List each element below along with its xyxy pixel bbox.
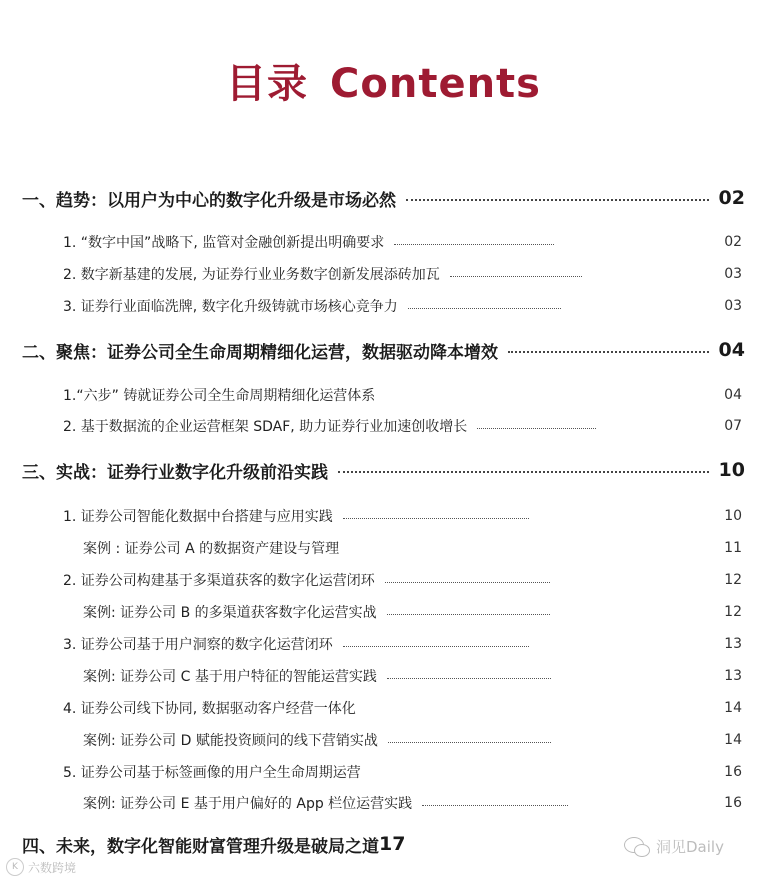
toc-item-label: 5. 证券公司基于标签画像的用户全生命周期运营	[63, 765, 361, 781]
toc-page-number: 04	[724, 387, 742, 403]
toc-page-number: 12	[724, 572, 743, 588]
toc-case-c[interactable]	[83, 664, 742, 688]
leader-dots	[387, 614, 551, 615]
toc-case-label: 案例: 证券公司 E 基于用户偏好的 App 栏位运营实践	[83, 796, 413, 812]
toc-section-2[interactable]	[22, 335, 745, 365]
toc-item-label: 1.“六步” 铸就证券公司全生命周期精细化运营体系	[63, 388, 376, 404]
leader-dots	[406, 199, 709, 201]
toc-section-3[interactable]	[22, 455, 745, 485]
toc-item-label: 3. 证券公司基于用户洞察的数字化运营闭环	[63, 637, 333, 653]
toc-item-1-1[interactable]	[63, 230, 742, 254]
toc-page-number: 10	[718, 459, 745, 481]
toc-page-number: 13	[724, 636, 743, 652]
leader-dots	[387, 678, 551, 679]
watermark-left	[6, 858, 76, 876]
toc-item-1-2[interactable]	[63, 262, 742, 286]
toc-item-3-5[interactable]	[63, 760, 742, 784]
leader-dots	[422, 805, 568, 806]
toc-case-a[interactable]	[83, 536, 742, 560]
k-logo-icon: K	[6, 858, 24, 876]
toc-page-number: 02	[724, 234, 743, 250]
toc-page-number: 16	[724, 764, 742, 780]
toc-case-d[interactable]	[83, 728, 742, 752]
toc-case-b[interactable]	[83, 600, 742, 624]
toc-item-2-1[interactable]	[63, 383, 742, 407]
toc-page-number: 17	[379, 833, 406, 855]
toc-item-3-1[interactable]	[63, 504, 742, 528]
toc-item-label: 2. 证券公司构建基于多渠道获客的数字化运营闭环	[63, 573, 375, 589]
toc-page-number: 07	[724, 418, 743, 434]
toc-item-label: 3. 证券行业面临洗牌, 数字化升级铸就市场核心竞争力	[63, 299, 398, 315]
toc-case-label: 案例: 证券公司 C 基于用户特征的智能运营实践	[83, 669, 377, 685]
leader-dots	[385, 582, 550, 583]
toc-section-1[interactable]	[22, 183, 745, 213]
toc-section-label: 一、趋势：以用户为中心的数字化升级是市场必然	[22, 190, 396, 211]
toc-item-label: 2. 数字新基建的发展, 为证券行业业务数字创新发展添砖加瓦	[63, 267, 440, 283]
toc-item-2-2[interactable]	[63, 414, 742, 438]
leader-dots	[508, 351, 709, 353]
toc-page-number: 11	[724, 540, 742, 556]
toc-case-label: 案例: 证券公司 D 赋能投资顾问的线下营销实战	[83, 733, 378, 749]
title-en: Contents	[330, 61, 541, 107]
toc-page-number: 03	[724, 266, 743, 282]
toc-section-label: 三、实战：证券行业数字化升级前沿实践	[22, 462, 328, 483]
toc-item-label: 1. 证券公司智能化数据中台搭建与应用实践	[63, 509, 333, 525]
toc-item-3-4[interactable]	[63, 696, 742, 720]
toc-item-label: 4. 证券公司线下协同, 数据驱动客户经营一体化	[63, 701, 356, 717]
leader-dots	[343, 518, 529, 519]
toc-item-label: 1. “数字中国”战略下, 监管对金融创新提出明确要求	[63, 235, 385, 251]
toc-page-number: 10	[724, 508, 743, 524]
toc-page-number: 14	[724, 700, 742, 716]
toc-page-number: 14	[724, 732, 742, 748]
toc-case-e[interactable]	[83, 791, 742, 815]
page-title	[0, 52, 767, 109]
toc-section-label: 四、未来，数字化智能财富管理升级是破局之道	[22, 836, 379, 857]
toc-case-label: 案例: 证券公司 B 的多渠道获客数字化运营实战	[83, 605, 377, 621]
toc-section-label: 二、聚焦：证券公司全生命周期精细化运营，数据驱动降本增效	[22, 342, 498, 363]
leader-dots	[343, 646, 529, 647]
leader-dots	[450, 276, 582, 277]
watermark-right-text: 洞见Daily	[656, 838, 724, 856]
leader-dots	[338, 471, 709, 473]
toc-item-1-3[interactable]	[63, 294, 742, 318]
leader-dots	[388, 742, 551, 743]
wechat-icon	[624, 837, 650, 857]
toc-page-number: 12	[724, 604, 742, 620]
toc-page-number: 02	[718, 187, 745, 209]
toc-item-3-3[interactable]	[63, 632, 742, 656]
toc-page-number: 04	[718, 339, 745, 361]
toc-item-3-2[interactable]	[63, 568, 742, 592]
toc-case-label: 案例 : 证券公司 A 的数据资产建设与管理	[83, 541, 340, 557]
leader-dots	[394, 244, 554, 245]
leader-dots	[477, 428, 595, 429]
leader-dots	[408, 308, 561, 309]
watermark-left-text: 六数跨境	[28, 860, 77, 875]
title-cn: 目录	[226, 61, 309, 107]
toc-page-number: 03	[724, 298, 743, 314]
watermark-right	[624, 836, 724, 857]
toc-page-number: 16	[724, 795, 742, 811]
toc-page-number: 13	[724, 668, 743, 684]
toc-item-label: 2. 基于数据流的企业运营框架 SDAF, 助力证券行业加速创收增长	[63, 419, 468, 435]
